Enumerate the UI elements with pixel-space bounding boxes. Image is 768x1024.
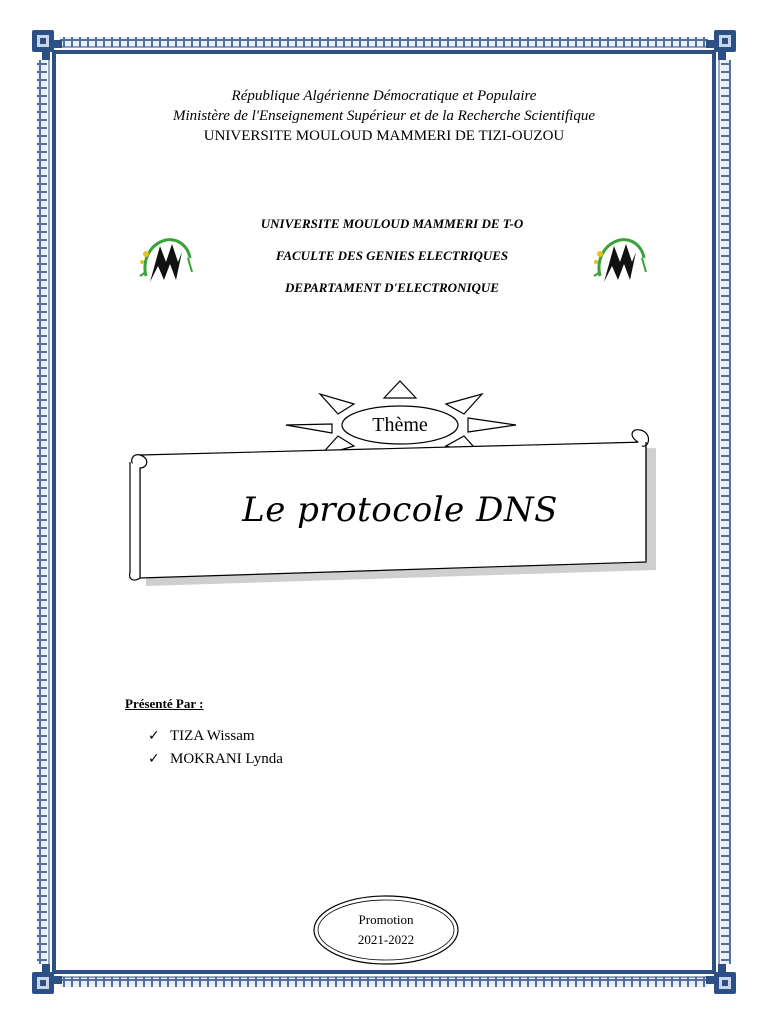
faculty-name: FACULTE DES GENIES ELECTRIQUES [275, 248, 509, 263]
promotion-years: 2021-2022 [357, 932, 415, 947]
faculty-university: UNIVERSITE MOULOUD MAMMERI DE T-O [260, 216, 524, 231]
author-name: TIZA Wissam [170, 728, 255, 744]
theme-label: Thème [372, 414, 428, 436]
document-title: Le protocole DNS [242, 490, 558, 530]
author-item [148, 728, 255, 745]
header-republic: République Algérienne Démocratique et Populaire [231, 88, 537, 104]
check-icon: ✓ [148, 751, 160, 767]
presented-by-label: Présenté Par : [125, 696, 204, 711]
header-ministry: Ministère de l'Enseignement Supérieur et de la Recherche Scientifique [173, 108, 595, 124]
check-icon: ✓ [148, 728, 160, 744]
faculty-department: DEPARTAMENT D'ELECTRONIQUE [285, 280, 499, 295]
author-name: MOKRANI Lynda [170, 751, 283, 767]
author-item [148, 751, 283, 768]
header-university: UNIVERSITE MOULOUD MAMMERI DE TIZI-OUZOU [203, 128, 565, 144]
promotion-label: Promotion [358, 912, 414, 927]
promotion-badge [316, 910, 456, 974]
